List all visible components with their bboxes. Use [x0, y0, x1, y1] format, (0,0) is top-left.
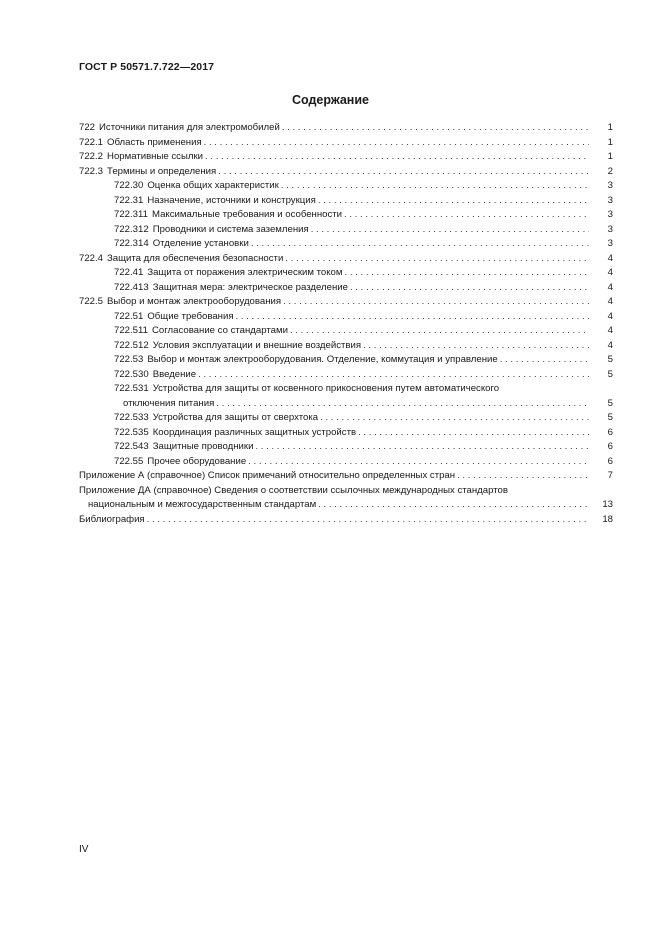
- toc-dot-leader: [283, 295, 589, 310]
- toc-entry-label: [114, 426, 358, 441]
- toc-entry[interactable]: [79, 208, 613, 223]
- toc-dot-leader: [216, 397, 589, 412]
- toc-entry-number: 722.314: [114, 238, 149, 249]
- toc-entry[interactable]: [79, 426, 613, 441]
- toc-entry-number: 722.53: [114, 354, 144, 365]
- toc-entry-text: Отделение установки: [152, 238, 249, 249]
- toc-dot-leader: [320, 411, 589, 426]
- toc-entry-text: Приложение А (справочное) Список примечаний относительно определенных стран: [79, 470, 456, 481]
- toc-entry-label: [114, 339, 363, 354]
- table-of-contents: [79, 121, 613, 527]
- toc-entry-page: 1: [607, 136, 613, 148]
- toc-entry-number: 722.511: [114, 325, 148, 336]
- toc-dot-leader: [500, 353, 589, 368]
- toc-entry-label: [114, 310, 236, 325]
- toc-entry-label: [79, 469, 457, 484]
- toc-dot-leader: [282, 121, 589, 136]
- toc-entry-number: 722.413: [114, 281, 149, 293]
- toc-entry-label: [114, 368, 198, 383]
- toc-entry[interactable]: [79, 281, 613, 296]
- toc-entry-text: Условия эксплуатации и внешние воздействия: [152, 339, 362, 351]
- toc-entry-text: Устройства для защиты от косвенного прикосновения путем автоматического: [152, 383, 500, 394]
- toc-entry-page: 6: [607, 441, 613, 452]
- toc-entry-text: Согласование со стандартами: [151, 325, 288, 336]
- toc-entry-number: 722.5: [79, 296, 104, 307]
- toc-entry-page: 7: [607, 470, 613, 481]
- toc-entry-label: [114, 194, 318, 209]
- toc-entry[interactable]: [79, 237, 613, 252]
- toc-entry-text: Оценка общих характеристик: [147, 180, 279, 191]
- page-number: IV: [79, 844, 89, 855]
- toc-entry-page: 5: [607, 397, 613, 409]
- toc-dot-leader: [204, 136, 589, 151]
- toc-entry-label: [114, 324, 290, 339]
- toc-entry[interactable]: [79, 194, 613, 209]
- document-id: ГОСТ Р 50571.7.722—2017: [79, 61, 215, 73]
- toc-entry-label: [114, 382, 501, 397]
- toc-entry[interactable]: [79, 368, 613, 383]
- toc-entry-label: [79, 165, 218, 180]
- toc-entry[interactable]: [79, 513, 613, 528]
- toc-entry-number: 722: [79, 122, 96, 133]
- toc-entry-page: 3: [607, 223, 613, 235]
- toc-entry-text: Выбор и монтаж электрооборудования: [107, 296, 282, 307]
- toc-dot-leader: [350, 281, 589, 296]
- toc-entry[interactable]: [79, 310, 613, 325]
- toc-entry-number: 722.543: [114, 441, 149, 452]
- toc-dot-leader: [457, 469, 589, 484]
- toc-dot-leader: [281, 179, 589, 194]
- toc-entry-label: [114, 179, 281, 194]
- toc-entry-label: [114, 455, 248, 470]
- toc-entry-number: 722.31: [114, 194, 144, 206]
- toc-entry-page: 3: [607, 180, 613, 191]
- toc-entry-text: Выбор и монтаж электрооборудования. Отделение, коммутация и управление: [147, 354, 498, 365]
- toc-entry-text: Защитные проводники: [152, 441, 254, 452]
- toc-entry-label: [79, 136, 204, 151]
- toc-entry-number: 722.3: [79, 165, 104, 177]
- toc-entry-text: Введение: [152, 368, 197, 380]
- toc-entry-label: [114, 411, 320, 426]
- toc-dot-leader: [147, 513, 589, 528]
- toc-entry[interactable]: [79, 121, 613, 136]
- toc-entry-label: [114, 223, 311, 238]
- toc-entry[interactable]: [79, 440, 613, 455]
- toc-entry-label: [114, 281, 350, 296]
- toc-entry-number: 722.531: [114, 383, 149, 394]
- toc-entry-page: 3: [607, 209, 613, 220]
- toc-entry-label: [114, 353, 500, 368]
- toc-entry-page: 6: [607, 455, 613, 467]
- toc-entry-text: Устройства для защиты от сверхтока: [152, 412, 319, 423]
- toc-entry-page: 5: [607, 368, 613, 380]
- toc-dot-leader: [205, 150, 589, 165]
- toc-dot-leader: [248, 455, 589, 470]
- toc-entry[interactable]: [79, 165, 613, 180]
- toc-entry[interactable]: [79, 353, 613, 368]
- toc-entry[interactable]: [79, 179, 613, 194]
- toc-entry-text: Защитная мера: электрическое разделение: [152, 281, 348, 293]
- toc-entry-label: [88, 498, 318, 513]
- toc-entry-text: отключения питания: [123, 397, 215, 409]
- toc-entry-number: 722.312: [114, 223, 149, 235]
- toc-entry-label: [79, 295, 283, 310]
- toc-dot-leader: [344, 208, 589, 223]
- toc-entry-page: 4: [607, 267, 613, 278]
- toc-entry-number: 722.512: [114, 339, 149, 351]
- toc-entry[interactable]: [79, 484, 613, 499]
- toc-entry[interactable]: [79, 382, 613, 397]
- toc-entry-page: 18: [602, 513, 613, 525]
- toc-entry-page: 5: [607, 354, 613, 365]
- toc-entry[interactable]: [79, 266, 613, 281]
- toc-entry-text: Область применения: [107, 136, 202, 148]
- toc-entry-text: Назначение, источники и конструкция: [147, 194, 316, 206]
- toc-entry-label: [114, 237, 251, 252]
- toc-entry-text: Источники питания для электромобилей: [99, 122, 280, 133]
- toc-dot-leader: [311, 223, 589, 238]
- toc-dot-leader: [318, 194, 589, 209]
- toc-entry-text: Нормативные ссылки: [107, 151, 204, 162]
- toc-dot-leader: [345, 266, 590, 281]
- toc-entry-number: 722.535: [114, 426, 149, 438]
- toc-entry-number: 722.1: [79, 136, 104, 148]
- toc-entry[interactable]: [79, 252, 613, 267]
- toc-entry-label: [79, 252, 285, 267]
- toc-entry-number: 722.530: [114, 368, 149, 380]
- toc-entry-page: 1: [607, 122, 613, 133]
- toc-entry-text: Общие требования: [147, 310, 234, 322]
- toc-entry-label: [114, 266, 345, 281]
- toc-entry[interactable]: [79, 324, 613, 339]
- toc-entry-page: 13: [602, 499, 613, 510]
- toc-entry-text: Прочее оборудование: [147, 455, 247, 467]
- toc-entry[interactable]: [79, 339, 613, 354]
- toc-entry-page: 3: [607, 238, 613, 249]
- toc-dot-leader: [255, 440, 589, 455]
- toc-entry[interactable]: [79, 295, 613, 310]
- toc-entry-text: Защита для обеспечения безопасности: [107, 252, 284, 264]
- toc-entry-label: [79, 150, 205, 165]
- toc-entry-number: 722.4: [79, 252, 104, 264]
- toc-entry-page: 4: [607, 310, 613, 322]
- toc-entry-label: [114, 440, 255, 455]
- page-title: Содержание: [291, 93, 369, 107]
- toc-entry-label: [79, 513, 147, 528]
- toc-dot-leader: [285, 252, 589, 267]
- toc-entry[interactable]: [79, 136, 613, 151]
- toc-entry-page: 4: [607, 325, 613, 336]
- toc-entry-text: Проводники и система заземления: [152, 223, 309, 235]
- toc-entry[interactable]: [79, 397, 613, 412]
- toc-dot-leader: [318, 498, 589, 513]
- toc-entry-page: [589, 382, 613, 397]
- toc-entry-text: Защита от поражения электрическим током: [147, 267, 343, 278]
- toc-dot-leader: [251, 237, 589, 252]
- toc-entry-page: 5: [607, 412, 613, 423]
- toc-entry-page: 6: [607, 426, 613, 438]
- toc-entry[interactable]: [79, 150, 613, 165]
- toc-dot-leader: [290, 324, 589, 339]
- toc-entry-page: 4: [607, 339, 613, 351]
- toc-entry-text: Приложение ДА (справочное) Сведения о соответствии ссылочных международных стандартов: [79, 484, 508, 496]
- toc-entry-text: Библиография: [79, 513, 145, 525]
- toc-entry-number: 722.51: [114, 310, 144, 322]
- toc-entry-page: 4: [607, 252, 613, 264]
- toc-entry-number: 722.311: [114, 209, 148, 220]
- toc-entry-page: [589, 484, 613, 499]
- toc-entry-number: 722.41: [114, 267, 144, 278]
- toc-entry-page: 4: [607, 296, 613, 307]
- toc-dot-leader: [218, 165, 589, 180]
- toc-entry-number: 722.30: [114, 180, 144, 191]
- toc-entry-text: Максимальные требования и особенности: [151, 209, 343, 220]
- toc-dot-leader: [198, 368, 589, 383]
- toc-dot-leader: [358, 426, 589, 441]
- toc-entry[interactable]: [79, 411, 613, 426]
- toc-dot-leader: [501, 382, 589, 397]
- toc-entry-label: [79, 121, 282, 136]
- toc-entry-text: национальным и межгосударственным стандартам: [88, 499, 317, 510]
- toc-dot-leader: [363, 339, 589, 354]
- toc-entry-page: 4: [607, 281, 613, 293]
- toc-entry-text: Координация различных защитных устройств: [152, 426, 357, 438]
- toc-entry[interactable]: [79, 469, 613, 484]
- toc-entry-number: 722.55: [114, 455, 144, 467]
- toc-dot-leader: [510, 484, 589, 499]
- toc-entry-number: 722.533: [114, 412, 149, 423]
- toc-entry-page: 1: [607, 151, 613, 162]
- toc-entry-label: [79, 484, 510, 499]
- toc-dot-leader: [236, 310, 589, 325]
- toc-entry-label: [114, 208, 344, 223]
- toc-entry-page: 2: [607, 165, 613, 177]
- toc-entry[interactable]: [79, 498, 613, 513]
- toc-entry-text: Термины и определения: [107, 165, 217, 177]
- toc-entry-page: 3: [607, 194, 613, 206]
- toc-entry-number: 722.2: [79, 151, 104, 162]
- toc-entry[interactable]: [79, 455, 613, 470]
- toc-entry[interactable]: [79, 223, 613, 238]
- toc-entry-label: [123, 397, 216, 412]
